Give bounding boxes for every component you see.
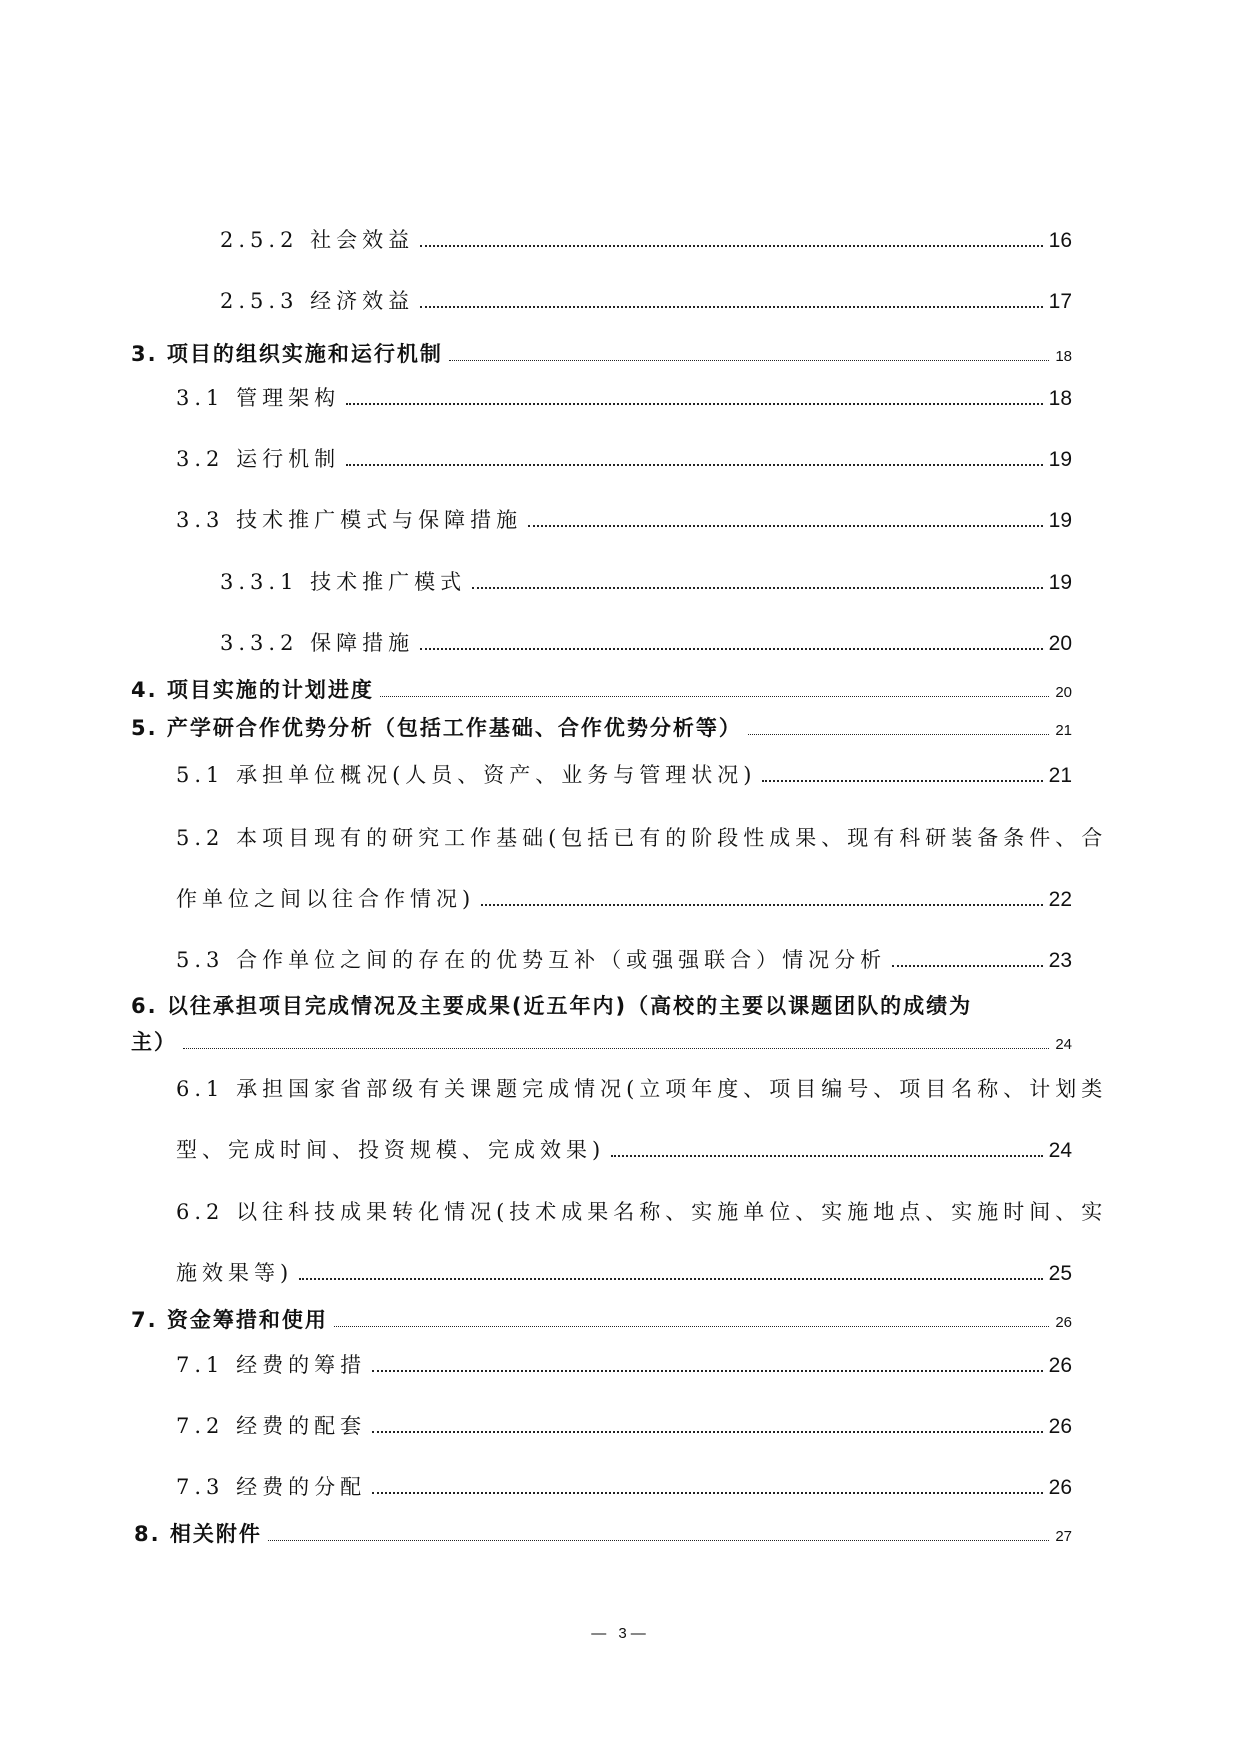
toc-section-title: 3. 项目的组织实施和运行机制 (131, 342, 443, 366)
dot-leader (268, 1540, 1049, 1541)
toc-page-number: 26 (1055, 1314, 1072, 1331)
toc-entry-title: 2.5.2 社会效益 (220, 228, 415, 252)
toc-page-number: 25 (1048, 1262, 1072, 1285)
toc-entry[interactable] (176, 504, 1072, 534)
toc-entry-title: 7.1 经费的筹措 (176, 1353, 367, 1377)
toc-entry[interactable] (176, 883, 1072, 913)
toc-page-number: 24 (1055, 1036, 1072, 1053)
toc-entry[interactable] (176, 1134, 1072, 1164)
dot-leader (380, 696, 1049, 697)
toc-entry[interactable] (176, 944, 1072, 974)
toc-entry-title: 3.3.1 技术推广模式 (220, 570, 467, 594)
toc-page-number: 23 (1048, 949, 1072, 972)
dot-leader (372, 1492, 1043, 1494)
toc-entry-title-continued: 施效果等) (176, 1261, 294, 1285)
toc-entry[interactable] (176, 443, 1072, 473)
dot-leader (611, 1155, 1042, 1157)
dot-leader (481, 904, 1042, 906)
toc-entry-title-continued: 型、完成时间、投资规模、完成效果) (176, 1138, 606, 1162)
toc-entry-title: 3.2 运行机制 (176, 447, 341, 471)
toc-section-title-continued: 主） (131, 1030, 177, 1054)
dot-leader (372, 1431, 1043, 1433)
toc-page-number: 18 (1055, 348, 1072, 365)
toc-page-number: 26 (1048, 1415, 1072, 1438)
toc-page-number: 26 (1048, 1354, 1072, 1377)
toc-entry[interactable] (176, 759, 1072, 789)
toc-entry[interactable] (220, 224, 1072, 254)
toc-page-number: 19 (1048, 448, 1072, 471)
toc-entry[interactable] (220, 627, 1072, 657)
toc-section[interactable] (131, 338, 1072, 368)
toc-page-number: 21 (1048, 764, 1072, 787)
page-footer-number: — 3— (591, 1625, 650, 1642)
toc-entry-title: 2.5.3 经济效益 (220, 289, 415, 313)
toc-page-number: 21 (1055, 722, 1072, 739)
toc-entry-title[interactable]: 6.2 以往科技成果转化情况(技术成果名称、实施单位、实施地点、实施时间、实 (176, 1200, 1108, 1224)
toc-section[interactable] (131, 712, 1072, 742)
toc-section-title: 5. 产学研合作优势分析（包括工作基础、合作优势分析等） (131, 716, 742, 740)
toc-page-number: 17 (1048, 290, 1072, 313)
dot-leader (892, 965, 1043, 967)
toc-entry[interactable] (220, 285, 1072, 315)
toc-page-number: 19 (1048, 509, 1072, 532)
toc-section[interactable] (131, 1304, 1072, 1334)
toc-entry-title: 7.3 经费的分配 (176, 1475, 367, 1499)
toc-page-number: 27 (1055, 1528, 1072, 1545)
toc-entry[interactable] (220, 566, 1072, 596)
dot-leader (528, 525, 1043, 527)
dot-leader (420, 306, 1043, 308)
toc-entry-title: 3.1 管理架构 (176, 386, 341, 410)
dot-leader (420, 245, 1043, 247)
toc-section-title: 8. 相关附件 (134, 1522, 262, 1546)
dot-leader (762, 780, 1042, 782)
toc-entry-title: 3.3.2 保障措施 (220, 631, 415, 655)
toc-page-number: 22 (1048, 888, 1072, 911)
toc-section[interactable] (134, 1518, 1072, 1548)
toc-entry-title: 3.3 技术推广模式与保障措施 (176, 508, 523, 532)
toc-entry-title: 5.3 合作单位之间的存在的优势互补（或强强联合）情况分析 (176, 948, 887, 972)
dot-leader (472, 587, 1043, 589)
toc-entry-title: 5.1 承担单位概况(人员、资产、业务与管理状况) (176, 763, 757, 787)
toc-section[interactable] (131, 674, 1072, 704)
dot-leader (420, 648, 1043, 650)
toc-entry[interactable] (176, 1410, 1072, 1440)
toc-entry-title[interactable]: 6.1 承担国家省部级有关课题完成情况(立项年度、项目编号、项目名称、计划类 (176, 1077, 1108, 1101)
toc-entry-title[interactable]: 5.2 本项目现有的研究工作基础(包括已有的阶段性成果、现有科研装备条件、合 (176, 826, 1108, 850)
dot-leader (299, 1278, 1042, 1280)
toc-page-number: 18 (1048, 387, 1072, 410)
toc-entry-title: 7.2 经费的配套 (176, 1414, 367, 1438)
dot-leader (346, 464, 1043, 466)
toc-section-title: 7. 资金筹措和使用 (131, 1308, 328, 1332)
toc-section[interactable] (131, 1026, 1072, 1056)
toc-entry[interactable] (176, 1349, 1072, 1379)
toc-page-number: 19 (1048, 571, 1072, 594)
dot-leader (748, 734, 1049, 735)
toc-page-number: 24 (1048, 1139, 1072, 1162)
toc-page-number: 16 (1048, 229, 1072, 252)
dot-leader (183, 1048, 1049, 1049)
toc-page-number: 26 (1048, 1476, 1072, 1499)
dot-leader (346, 403, 1043, 405)
toc-page-number: 20 (1055, 684, 1072, 701)
toc-section-title: 4. 项目实施的计划进度 (131, 678, 374, 702)
toc-page-number: 20 (1048, 632, 1072, 655)
dot-leader (449, 360, 1049, 361)
dot-leader (334, 1326, 1049, 1327)
toc-section-title[interactable]: 6. 以往承担项目完成情况及主要成果(近五年内)（高校的主要以课题团队的成绩为 (131, 994, 973, 1018)
dot-leader (372, 1370, 1043, 1372)
toc-entry[interactable] (176, 382, 1072, 412)
toc-entry[interactable] (176, 1471, 1072, 1501)
toc-entry-title-continued: 作单位之间以往合作情况) (176, 887, 476, 911)
toc-entry[interactable] (176, 1257, 1072, 1287)
